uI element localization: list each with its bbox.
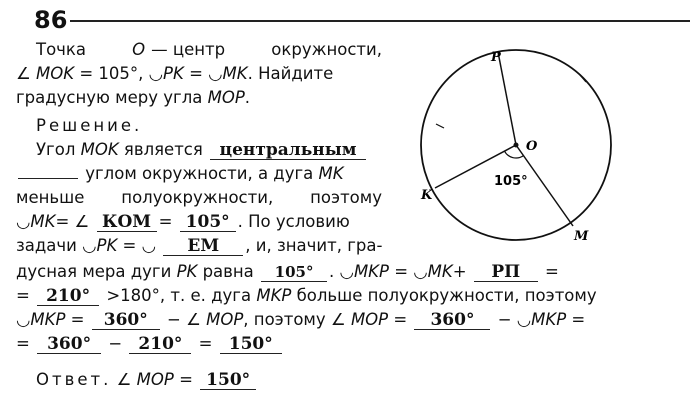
handwritten-answer-rp: РП bbox=[474, 263, 538, 282]
solution-line-5: задачи ◡PK = ◡ ЕМ , и, значит, гра- bbox=[16, 236, 383, 256]
answer-label: Ответ. bbox=[36, 370, 112, 389]
solution-heading: Решение. bbox=[36, 116, 143, 135]
answer-line: Ответ. ∠ MOP = 150° bbox=[36, 370, 258, 390]
handwritten-answer-360-second: 360° bbox=[414, 311, 490, 330]
problem-line-1: Точка O — центр окружности, bbox=[36, 40, 382, 59]
problem-line-2: ∠ MOK = 105°, ◡PK = ◡MK. Найдите bbox=[16, 64, 334, 83]
solution-line-7: = 210° >180°, т. е. дуга MKP больше полуокружности, поэтому bbox=[16, 286, 597, 306]
solution-line-8: ◡MKP = 360° − ∠ MOP, поэтому ∠ MOP = 360° − ◡MKP = bbox=[16, 310, 586, 330]
handwritten-answer-150-first: 150° bbox=[220, 335, 282, 354]
solution-line-4: ◡MK= ∠ КОМ = 105° . По условию bbox=[16, 212, 350, 232]
solution-line-9: = 360° − 210° = 150° bbox=[16, 334, 284, 354]
handwritten-answer-150-final: 150° bbox=[200, 371, 256, 390]
center-point-O bbox=[514, 143, 519, 148]
handwritten-answer-210-first: 210° bbox=[37, 287, 99, 306]
angle-label-105: 105° bbox=[494, 174, 528, 189]
point-label-P: P bbox=[491, 50, 501, 65]
arc-tick-left bbox=[436, 124, 444, 128]
handwritten-answer-central: центральным bbox=[210, 141, 366, 160]
point-label-O: O bbox=[526, 139, 538, 154]
radius-OP bbox=[498, 52, 516, 145]
handwritten-answer-360-third: 360° bbox=[37, 335, 101, 354]
arc-tick-right bbox=[580, 75, 586, 82]
solution-line-6: дусная мера дуги PK равна 105° . ◡MKP = ◡MK+ РП = bbox=[16, 262, 559, 282]
solution-line-2: углом окружности, а дуга MK bbox=[16, 164, 344, 184]
circle-diagram bbox=[408, 40, 668, 250]
answer-blank-continuation bbox=[18, 178, 78, 179]
handwritten-answer-360-first: 360° bbox=[92, 311, 160, 330]
solution-line-1: Угол MOK является центральным bbox=[36, 140, 368, 160]
point-label-M: M bbox=[574, 229, 589, 244]
handwritten-answer-105-second: 105° bbox=[261, 263, 327, 282]
page-number: 86 bbox=[34, 6, 68, 34]
handwritten-answer-105-first: 105° bbox=[180, 213, 236, 232]
solution-line-3: меньше полуокружности, поэтому bbox=[16, 188, 382, 207]
handwritten-answer-em: ЕМ bbox=[163, 237, 243, 256]
handwritten-answer-kom: КОМ bbox=[97, 213, 157, 232]
point-label-K: K bbox=[421, 188, 433, 203]
problem-line-3: градусную меру угла MOP. bbox=[16, 88, 251, 107]
handwritten-answer-210-second: 210° bbox=[129, 335, 191, 354]
header-rule bbox=[70, 20, 690, 22]
